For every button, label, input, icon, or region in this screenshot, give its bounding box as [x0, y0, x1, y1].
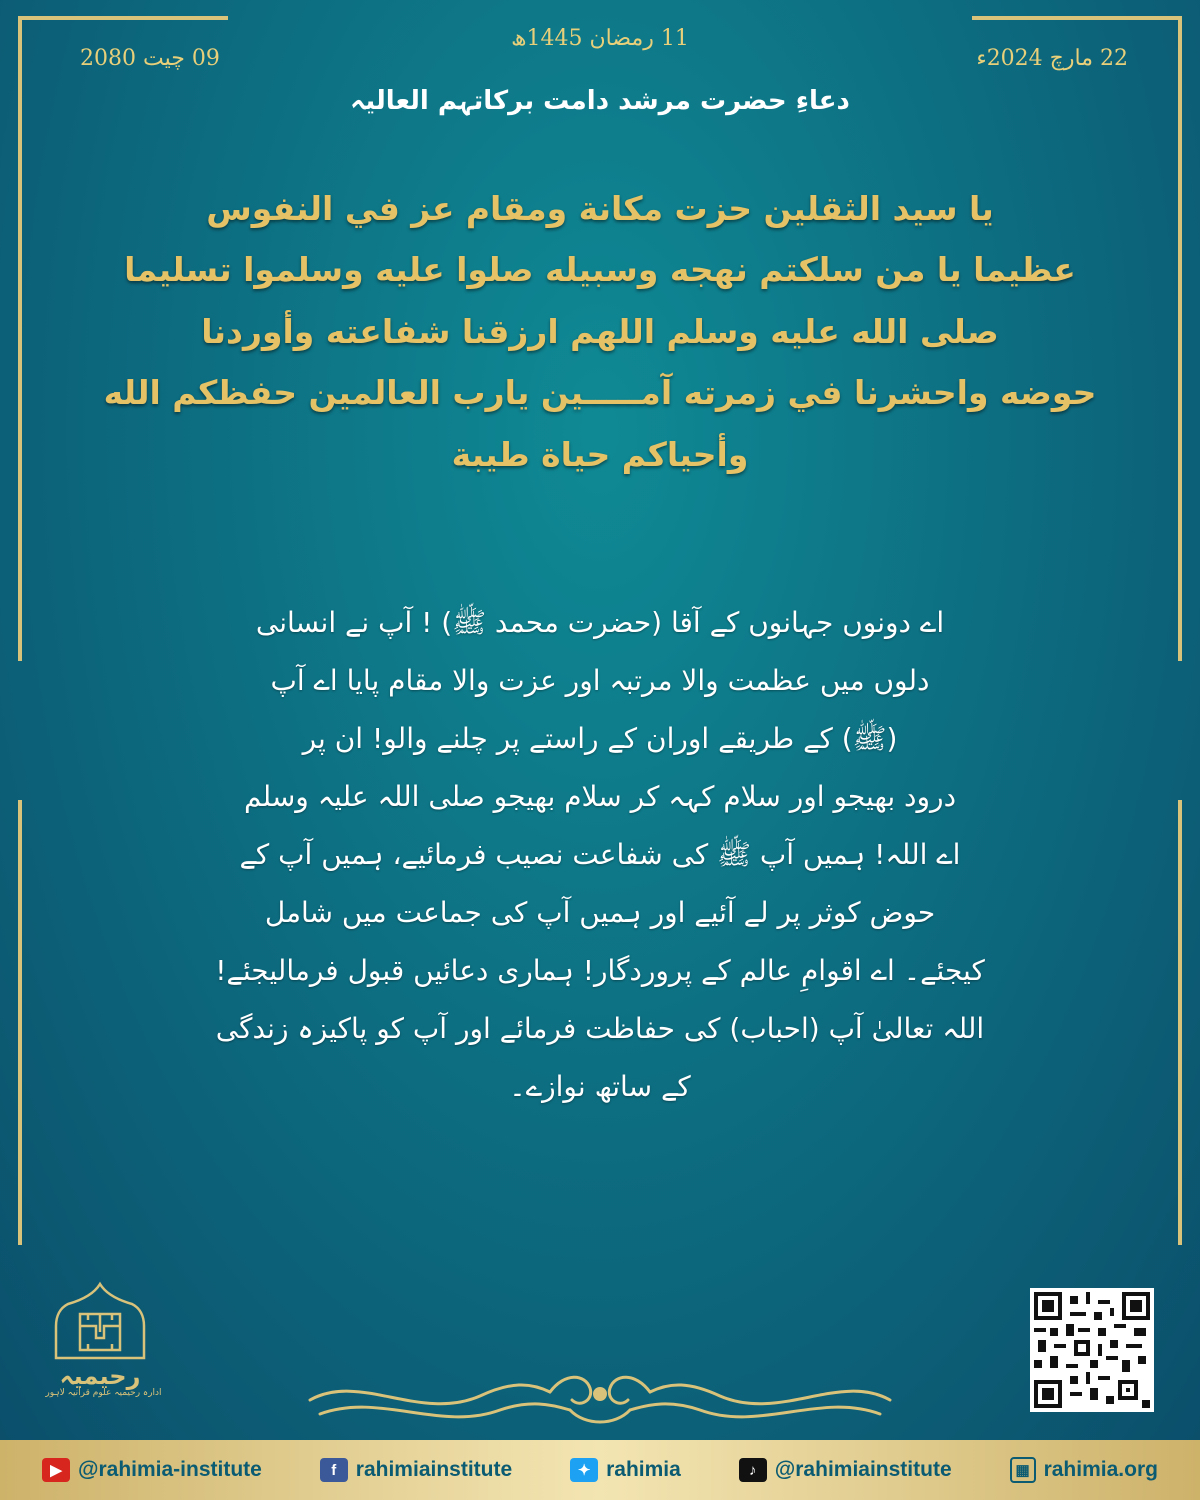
urdu-line: حوض کوثر پر لے آئیے اور ہمیں آپ کی جماعت میں شامل	[264, 895, 936, 929]
tiktok-handle: @rahimiainstitute	[774, 1458, 952, 1481]
youtube-icon: ▶	[42, 1458, 70, 1482]
urdu-line: اے دونوں جہانوں کے آقا (حضرت محمد ﷺ) ! آپ نے انسانی	[255, 606, 945, 639]
facebook-link[interactable]	[320, 1458, 512, 1482]
urdu-line: (ﷺ) کے طریقے اوران کے راستے پر چلنے والو! ان پر	[302, 721, 898, 755]
urdu-line: کے ساتھ نوازے۔	[509, 1069, 691, 1103]
logo-caption: ادارہ رحیمیہ علوم قرآنیہ لاہور	[45, 1388, 162, 1398]
urdu-line: دلوں میں عظمت والا مرتبہ اور عزت والا مقام پایا اے آپ	[270, 663, 930, 697]
twitter-link[interactable]	[570, 1458, 681, 1482]
website-icon: ▦	[1010, 1457, 1036, 1483]
urdu-translation	[80, 594, 1120, 1116]
bikrami-date: 09 چیت 2080	[80, 46, 220, 71]
ornament-divider-icon	[300, 1352, 900, 1432]
arabic-line: يا سيد الثقلين حزت مكانة ومقام عز في النفوس	[206, 189, 994, 228]
urdu-line: کیجئے۔ اے اقوامِ عالم کے پروردگار! ہماری دعائیں قبول فرمالیجئے!	[215, 953, 985, 987]
frame-left-lower	[18, 800, 22, 1245]
page-title: دعاءِ حضرت مرشد دامت برکاتہم العالیہ	[350, 86, 850, 116]
hijri-date: 11 رمضان 1445ھ	[511, 26, 689, 51]
website-url: rahimia.org	[1043, 1458, 1158, 1481]
urdu-line: اللہ تعالیٰ آپ (احباب) کی حفاظت فرمائے اور آپ کو پاکیزہ زندگی	[215, 1011, 985, 1045]
logo-text: رحیمیہ	[59, 1362, 141, 1390]
website-link[interactable]	[1010, 1457, 1158, 1483]
facebook-handle: rahimiainstitute	[355, 1458, 513, 1481]
frame-right-lower	[1178, 800, 1182, 1245]
qr-code-icon[interactable]	[1030, 1288, 1154, 1412]
tiktok-icon: ♪	[739, 1458, 767, 1482]
twitter-icon: ✦	[570, 1458, 598, 1482]
urdu-line: درود بھیجو اور سلام کہہ کر سلام بھیجو صلی اللہ علیہ وسلم	[243, 779, 957, 813]
arabic-line: صلى الله عليه وسلم اللهم ارزقنا شفاعته وأوردنا	[201, 311, 999, 351]
social-footer	[0, 1440, 1200, 1500]
youtube-handle: @rahimia-institute	[78, 1458, 262, 1481]
arabic-line: حوضه واحشرنا في زمرته آمـــــين يارب العالمين حفظكم الله	[103, 373, 1097, 413]
urdu-line: اے اللہ! ہمیں آپ ﷺ کی شفاعت نصیب فرمائیے، ہمیں آپ کے	[239, 837, 961, 871]
gregorian-date: 22 مارچ 2024ء	[976, 46, 1128, 71]
twitter-handle: rahimia	[606, 1458, 681, 1481]
arabic-line: عظيما يا من سلكتم نهجه وسبيله صلوا عليه وسلموا تسليما	[124, 250, 1076, 290]
youtube-link[interactable]	[42, 1458, 262, 1482]
arabic-prayer	[60, 178, 1140, 485]
facebook-icon: f	[320, 1458, 348, 1482]
tiktok-link[interactable]	[739, 1458, 952, 1482]
arabic-line: وأحياكم حياة طيبة	[451, 434, 749, 474]
frame-top-left	[18, 16, 228, 20]
frame-top-right	[972, 16, 1182, 20]
